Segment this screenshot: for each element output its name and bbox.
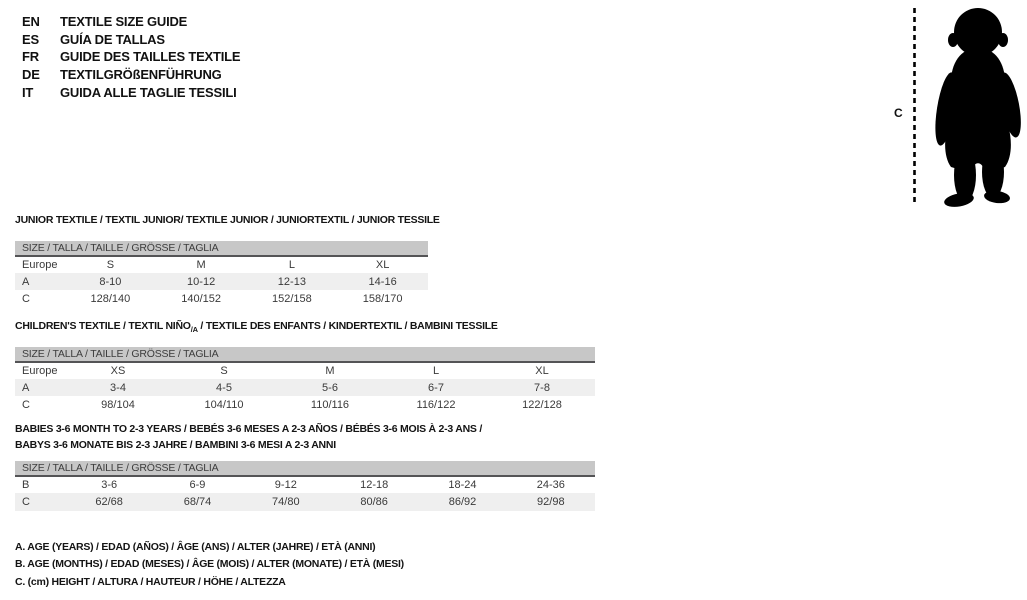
table-row-age	[15, 379, 595, 396]
footnote-age-years: A. AGE (YEARS) / EDAD (AÑOS) / ÂGE (ANS) / ALTER (JAHRE) / ETÀ (ANNI)	[15, 541, 376, 553]
cell: 62/68	[65, 493, 153, 511]
cell: 86/92	[418, 493, 506, 511]
baby-figure	[440, 0, 903, 215]
footnote-height: C. (cm) HEIGHT / ALTURA / HAUTEUR / HÖHE / ALTEZZA	[15, 575, 286, 588]
babies-table-title	[15, 422, 482, 453]
cell: 80/86	[330, 493, 418, 511]
cell: 9-12	[274, 479, 297, 491]
title-line-2: BABYS 3-6 MONATE BIS 2-3 JAHRE / BAMBINI 3-6 MESI A 2-3 ANNI	[15, 438, 336, 451]
cell: 122/128	[522, 399, 562, 411]
row-label: C	[22, 293, 30, 305]
cell: L	[288, 259, 295, 271]
cell: L	[432, 365, 440, 377]
table-row-height	[15, 396, 595, 414]
row-label: B	[22, 479, 30, 491]
lang-row-fr	[22, 48, 240, 66]
lang-title: GUIDA ALLE TAGLIE TESSILI	[60, 84, 237, 100]
junior-size-table	[15, 241, 428, 308]
cell: 158/170	[362, 293, 403, 305]
cell: 128/140	[90, 293, 131, 305]
cell: 74/80	[242, 493, 330, 511]
cell: 12-18	[360, 479, 389, 491]
cell: 104/110	[204, 399, 244, 411]
row-label: Europe	[22, 365, 58, 377]
cell: 6-9	[189, 479, 206, 491]
cell: 6-7	[383, 379, 489, 396]
lang-title: TEXTILE SIZE GUIDE	[60, 14, 188, 30]
cell: S	[106, 259, 115, 271]
cell: XL	[375, 259, 390, 271]
children-size-table	[15, 347, 595, 414]
title-line-1: BABIES 3-6 MONTH TO 2-3 YEARS / BEBÉS 3-6 MESES A 2-3 AÑOS / BÉBÉS 3-6 MOIS À 2-3 ANS /	[15, 423, 483, 435]
row-label: Europe	[22, 259, 58, 271]
legend-footnotes	[15, 539, 404, 591]
cell: 4-5	[171, 379, 277, 396]
lang-row-it	[22, 83, 240, 101]
cell: S	[220, 365, 228, 377]
cell: 5-6	[277, 379, 383, 396]
cell: 92/98	[507, 493, 595, 511]
size-header-bar: SIZE / TALLA / TAILLE / GRÖSSE / TAGLIA	[15, 347, 595, 362]
baby-silhouette-icon	[927, 6, 1027, 208]
junior-table-title: JUNIOR TEXTILE / TEXTIL JUNIOR/ TEXTILE JUNIOR / JUNIORTEXTIL / JUNIOR TESSILE	[15, 214, 440, 226]
cell: 68/74	[153, 493, 241, 511]
cell: 140/152	[181, 293, 221, 305]
lang-row-es	[22, 31, 240, 49]
lang-code: IT	[22, 84, 34, 100]
lang-code: ES	[22, 31, 39, 47]
lang-row-en	[22, 13, 240, 31]
cell: M	[325, 365, 335, 377]
cell: XS	[110, 365, 126, 377]
cell: 110/116	[310, 399, 350, 411]
size-header-bar: SIZE / TALLA / TAILLE / GRÖSSE / TAGLIA	[15, 461, 595, 476]
row-label: C	[15, 493, 65, 511]
table-row-age	[15, 273, 428, 290]
table-row-europe	[15, 256, 428, 273]
cell: 7-8	[489, 379, 595, 396]
cell: 24-36	[536, 479, 565, 491]
cell: M	[196, 259, 206, 271]
title-text: CHILDREN'S TEXTILE / TEXTIL NIÑO	[15, 320, 191, 332]
title-subscript: /A	[190, 325, 198, 335]
cell: XL	[535, 365, 549, 377]
title-text: / TEXTILE DES ENFANTS / KINDERTEXTIL / BAMBINI TESSILE	[197, 320, 498, 332]
row-label: C	[22, 399, 30, 411]
cell: 12-13	[247, 273, 338, 290]
row-label: A	[15, 273, 65, 290]
cell: 14-16	[337, 273, 428, 290]
size-header-bar: SIZE / TALLA / TAILLE / GRÖSSE / TAGLIA	[15, 241, 428, 256]
cell: 116/122	[416, 399, 456, 411]
babies-size-table	[15, 461, 595, 511]
table-row-height	[15, 493, 595, 511]
table-row-europe	[15, 362, 595, 379]
height-measure-label: C	[894, 106, 903, 120]
footnote-age-months: B. AGE (MONTHS) / EDAD (MESES) / ÂGE (MOIS) / ALTER (MONATE) / ETÀ (MESI)	[15, 558, 404, 571]
cell: 3-6	[101, 479, 118, 491]
lang-code: FR	[22, 49, 39, 65]
cell: 98/104	[101, 399, 135, 411]
table-row-height	[15, 290, 428, 308]
cell: 18-24	[448, 479, 477, 491]
lang-code: DE	[22, 67, 40, 83]
lang-code: EN	[22, 14, 40, 30]
cell: 3-4	[65, 379, 171, 396]
table-row-months	[15, 476, 595, 493]
lang-title: GUÍA DE TALLAS	[60, 31, 165, 47]
cell: 152/158	[271, 293, 312, 305]
language-header	[22, 13, 240, 101]
height-measure-line	[913, 8, 916, 206]
row-label: A	[15, 379, 65, 396]
lang-title: TEXTILGRÖßENFÜHRUNG	[60, 67, 222, 83]
cell: 8-10	[65, 273, 156, 290]
lang-title: GUIDE DES TAILLES TEXTILE	[60, 49, 241, 65]
lang-row-de	[22, 66, 240, 84]
cell: 10-12	[156, 273, 247, 290]
children-table-title	[15, 320, 498, 334]
